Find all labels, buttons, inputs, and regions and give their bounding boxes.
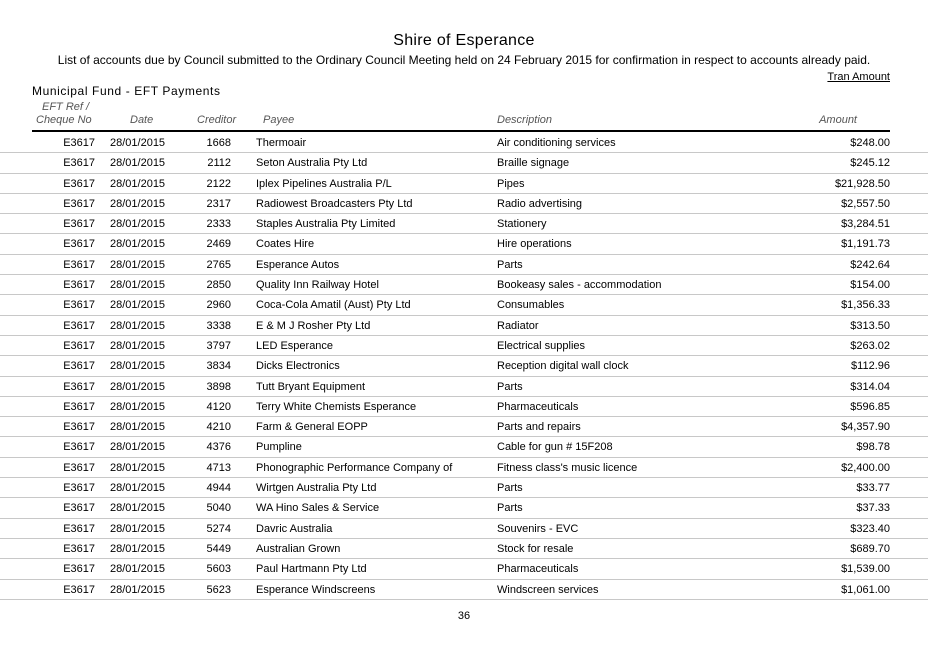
row-date: 28/01/2015 xyxy=(110,360,166,373)
row-ref: E3617 xyxy=(63,137,95,149)
row-ref: E3617 xyxy=(63,339,95,352)
row-creditor: 4713 xyxy=(206,461,231,474)
table-row xyxy=(0,478,928,498)
row-date: 28/01/2015 xyxy=(110,563,166,576)
row-creditor: 5274 xyxy=(206,522,231,535)
column-header-payee: Payee xyxy=(263,114,295,126)
row-creditor: 4120 xyxy=(206,400,231,413)
row-ref: E3617 xyxy=(63,522,95,535)
row-creditor: 2112 xyxy=(207,157,231,170)
row-date: 28/01/2015 xyxy=(110,502,166,515)
row-creditor: 2765 xyxy=(206,258,231,271)
row-amount: $314.04 xyxy=(850,380,890,393)
row-description: Pipes xyxy=(497,177,525,190)
row-ref: E3617 xyxy=(63,441,95,454)
row-ref: E3617 xyxy=(63,380,95,393)
row-ref: E3617 xyxy=(63,482,95,495)
table-row xyxy=(0,417,928,437)
tran-amount-label: Tran Amount xyxy=(827,71,890,83)
row-description: Parts xyxy=(497,258,523,271)
row-date: 28/01/2015 xyxy=(110,177,166,190)
row-ref: E3617 xyxy=(63,177,95,190)
row-payee: Farm & General EOPP xyxy=(256,421,368,434)
table-row xyxy=(0,458,928,478)
table-row xyxy=(0,437,928,457)
row-date: 28/01/2015 xyxy=(110,482,166,495)
table-row xyxy=(0,153,928,173)
row-ref: E3617 xyxy=(63,502,95,515)
row-creditor: 2333 xyxy=(206,218,231,231)
table-row xyxy=(0,498,928,518)
row-description: Air conditioning services xyxy=(497,137,616,149)
row-date: 28/01/2015 xyxy=(110,542,166,555)
row-date: 28/01/2015 xyxy=(110,441,166,454)
column-header-description: Description xyxy=(497,114,553,126)
row-payee: Esperance Windscreens xyxy=(256,583,376,596)
row-payee: Radiowest Broadcasters Pty Ltd xyxy=(256,197,413,210)
row-date: 28/01/2015 xyxy=(110,583,166,596)
row-description: Consumables xyxy=(497,299,565,312)
row-description: Bookeasy sales - accommodation xyxy=(497,279,662,292)
row-ref: E3617 xyxy=(63,400,95,413)
row-amount: $33.77 xyxy=(856,482,890,495)
row-amount: $154.00 xyxy=(850,279,890,292)
row-amount: $2,400.00 xyxy=(841,461,890,474)
row-payee: Seton Australia Pty Ltd xyxy=(256,157,368,170)
row-payee: Phonographic Performance Company of xyxy=(256,461,453,474)
table-row xyxy=(0,377,928,397)
table-row xyxy=(0,295,928,315)
column-header-amount: Amount xyxy=(819,114,857,126)
row-amount: $112.96 xyxy=(851,360,890,373)
table-row xyxy=(0,234,928,254)
row-description: Stock for resale xyxy=(497,542,574,555)
row-creditor: 1668 xyxy=(206,137,231,149)
section-title: Municipal Fund - EFT Payments xyxy=(32,84,221,98)
row-amount: $1,191.73 xyxy=(841,238,890,251)
row-description: Radio advertising xyxy=(497,197,582,210)
row-payee: E & M J Rosher Pty Ltd xyxy=(256,319,371,332)
row-date: 28/01/2015 xyxy=(110,299,166,312)
row-date: 28/01/2015 xyxy=(110,319,166,332)
row-amount: $1,539.00 xyxy=(841,563,890,576)
row-ref: E3617 xyxy=(63,542,95,555)
row-description: Reception digital wall clock xyxy=(497,360,629,373)
row-ref: E3617 xyxy=(63,319,95,332)
table-row xyxy=(0,539,928,559)
table-row xyxy=(0,397,928,417)
row-date: 28/01/2015 xyxy=(110,218,166,231)
row-amount: $3,284.51 xyxy=(841,218,890,231)
row-payee: Paul Hartmann Pty Ltd xyxy=(256,563,367,576)
row-payee: Terry White Chemists Esperance xyxy=(256,400,417,413)
row-payee: Australian Grown xyxy=(256,542,341,555)
row-amount: $2,557.50 xyxy=(841,197,890,210)
row-ref: E3617 xyxy=(63,583,95,596)
row-creditor: 2122 xyxy=(206,177,231,190)
row-payee: Dicks Electronics xyxy=(256,360,340,373)
row-amount: $4,357.90 xyxy=(841,421,890,434)
row-amount: $248.00 xyxy=(850,137,890,149)
row-ref: E3617 xyxy=(63,157,95,170)
row-description: Pharmaceuticals xyxy=(497,400,579,413)
table-row xyxy=(0,194,928,214)
row-amount: $37.33 xyxy=(856,502,890,515)
row-description: Parts xyxy=(497,482,523,495)
row-payee: Tutt Bryant Equipment xyxy=(256,380,366,393)
row-payee: Staples Australia Pty Limited xyxy=(256,218,396,231)
row-description: Parts xyxy=(497,380,523,393)
row-description: Stationery xyxy=(497,218,547,231)
payments-table-body xyxy=(0,133,928,600)
row-amount: $245.12 xyxy=(850,157,890,170)
row-amount: $596.85 xyxy=(850,400,890,413)
row-date: 28/01/2015 xyxy=(110,258,166,271)
column-header-creditor: Creditor xyxy=(197,114,237,126)
row-ref: E3617 xyxy=(63,238,95,251)
row-date: 28/01/2015 xyxy=(110,522,166,535)
table-row xyxy=(0,214,928,234)
row-ref: E3617 xyxy=(63,279,95,292)
row-amount: $1,356.33 xyxy=(841,299,890,312)
row-date: 28/01/2015 xyxy=(110,421,166,434)
row-payee: Davric Australia xyxy=(256,522,333,535)
row-creditor: 3898 xyxy=(206,380,231,393)
row-creditor: 2960 xyxy=(206,299,231,312)
row-description: Souvenirs - EVC xyxy=(497,522,579,535)
row-description: Radiator xyxy=(497,319,539,332)
row-amount: $1,061.00 xyxy=(841,583,890,596)
row-ref: E3617 xyxy=(63,258,95,271)
row-amount: $242.64 xyxy=(850,258,890,271)
row-ref: E3617 xyxy=(63,299,95,312)
header-divider xyxy=(32,130,890,132)
row-ref: E3617 xyxy=(63,461,95,474)
row-amount: $21,928.50 xyxy=(834,177,890,190)
row-creditor: 5603 xyxy=(206,563,231,576)
row-amount: $263.02 xyxy=(850,339,890,352)
row-creditor: 3797 xyxy=(206,339,231,352)
row-payee: Thermoair xyxy=(256,137,307,149)
row-date: 28/01/2015 xyxy=(110,461,166,474)
row-date: 28/01/2015 xyxy=(110,279,166,292)
table-row xyxy=(0,559,928,579)
page-subtitle: List of accounts due by Council submitted to the Ordinary Council Meeting held on 24 February 2015 for confirmation in respect to accounts already paid. xyxy=(57,53,871,67)
table-row xyxy=(0,336,928,356)
row-amount: $98.78 xyxy=(856,441,890,454)
row-description: Cable for gun # 15F208 xyxy=(497,441,613,454)
row-payee: Coca-Cola Amatil (Aust) Pty Ltd xyxy=(256,299,411,312)
row-ref: E3617 xyxy=(63,421,95,434)
row-creditor: 4210 xyxy=(206,421,231,434)
row-description: Pharmaceuticals xyxy=(497,563,579,576)
row-amount: $689.70 xyxy=(850,542,890,555)
row-date: 28/01/2015 xyxy=(110,197,166,210)
row-ref: E3617 xyxy=(63,563,95,576)
table-row xyxy=(0,133,928,153)
table-row xyxy=(0,275,928,295)
row-payee: LED Esperance xyxy=(256,339,334,352)
row-date: 28/01/2015 xyxy=(110,157,166,170)
column-header-ref-line1: EFT Ref / xyxy=(42,101,90,113)
row-payee: Esperance Autos xyxy=(256,258,340,271)
row-payee: Wirtgen Australia Pty Ltd xyxy=(256,482,377,495)
row-payee: Iplex Pipelines Australia P/L xyxy=(256,177,392,190)
row-date: 28/01/2015 xyxy=(110,137,166,149)
row-ref: E3617 xyxy=(63,360,95,373)
row-payee: Pumpline xyxy=(256,441,302,454)
row-amount: $323.40 xyxy=(850,522,890,535)
row-creditor: 5040 xyxy=(206,502,231,515)
table-row xyxy=(0,255,928,275)
page-title: Shire of Esperance xyxy=(393,32,535,49)
row-date: 28/01/2015 xyxy=(110,380,166,393)
row-creditor: 4376 xyxy=(206,441,231,454)
row-amount: $313.50 xyxy=(850,319,890,332)
row-creditor: 5623 xyxy=(206,583,231,596)
row-date: 28/01/2015 xyxy=(110,238,166,251)
row-description: Windscreen services xyxy=(497,583,599,596)
table-row xyxy=(0,174,928,194)
row-description: Electrical supplies xyxy=(497,339,586,352)
row-ref: E3617 xyxy=(63,218,95,231)
column-header-ref-line2: Cheque No xyxy=(36,114,92,126)
row-description: Parts xyxy=(497,502,523,515)
row-ref: E3617 xyxy=(63,197,95,210)
row-creditor: 4944 xyxy=(206,482,231,495)
page-number: 36 xyxy=(457,610,471,622)
table-row xyxy=(0,519,928,539)
row-creditor: 5449 xyxy=(206,542,231,555)
row-creditor: 2850 xyxy=(206,279,231,292)
row-payee: WA Hino Sales & Service xyxy=(256,502,380,515)
row-creditor: 2317 xyxy=(206,197,231,210)
row-date: 28/01/2015 xyxy=(110,400,166,413)
table-row xyxy=(0,580,928,600)
row-description: Hire operations xyxy=(497,238,572,251)
row-date: 28/01/2015 xyxy=(110,339,166,352)
row-creditor: 3834 xyxy=(206,360,231,373)
row-creditor: 2469 xyxy=(206,238,231,251)
row-creditor: 3338 xyxy=(206,319,231,332)
column-header-date: Date xyxy=(130,114,154,126)
row-payee: Coates Hire xyxy=(256,238,315,251)
row-payee: Quality Inn Railway Hotel xyxy=(256,279,379,292)
row-description: Fitness class's music licence xyxy=(497,461,638,474)
table-row xyxy=(0,316,928,336)
row-description: Braille signage xyxy=(497,157,570,170)
row-description: Parts and repairs xyxy=(497,421,581,434)
table-row xyxy=(0,356,928,376)
